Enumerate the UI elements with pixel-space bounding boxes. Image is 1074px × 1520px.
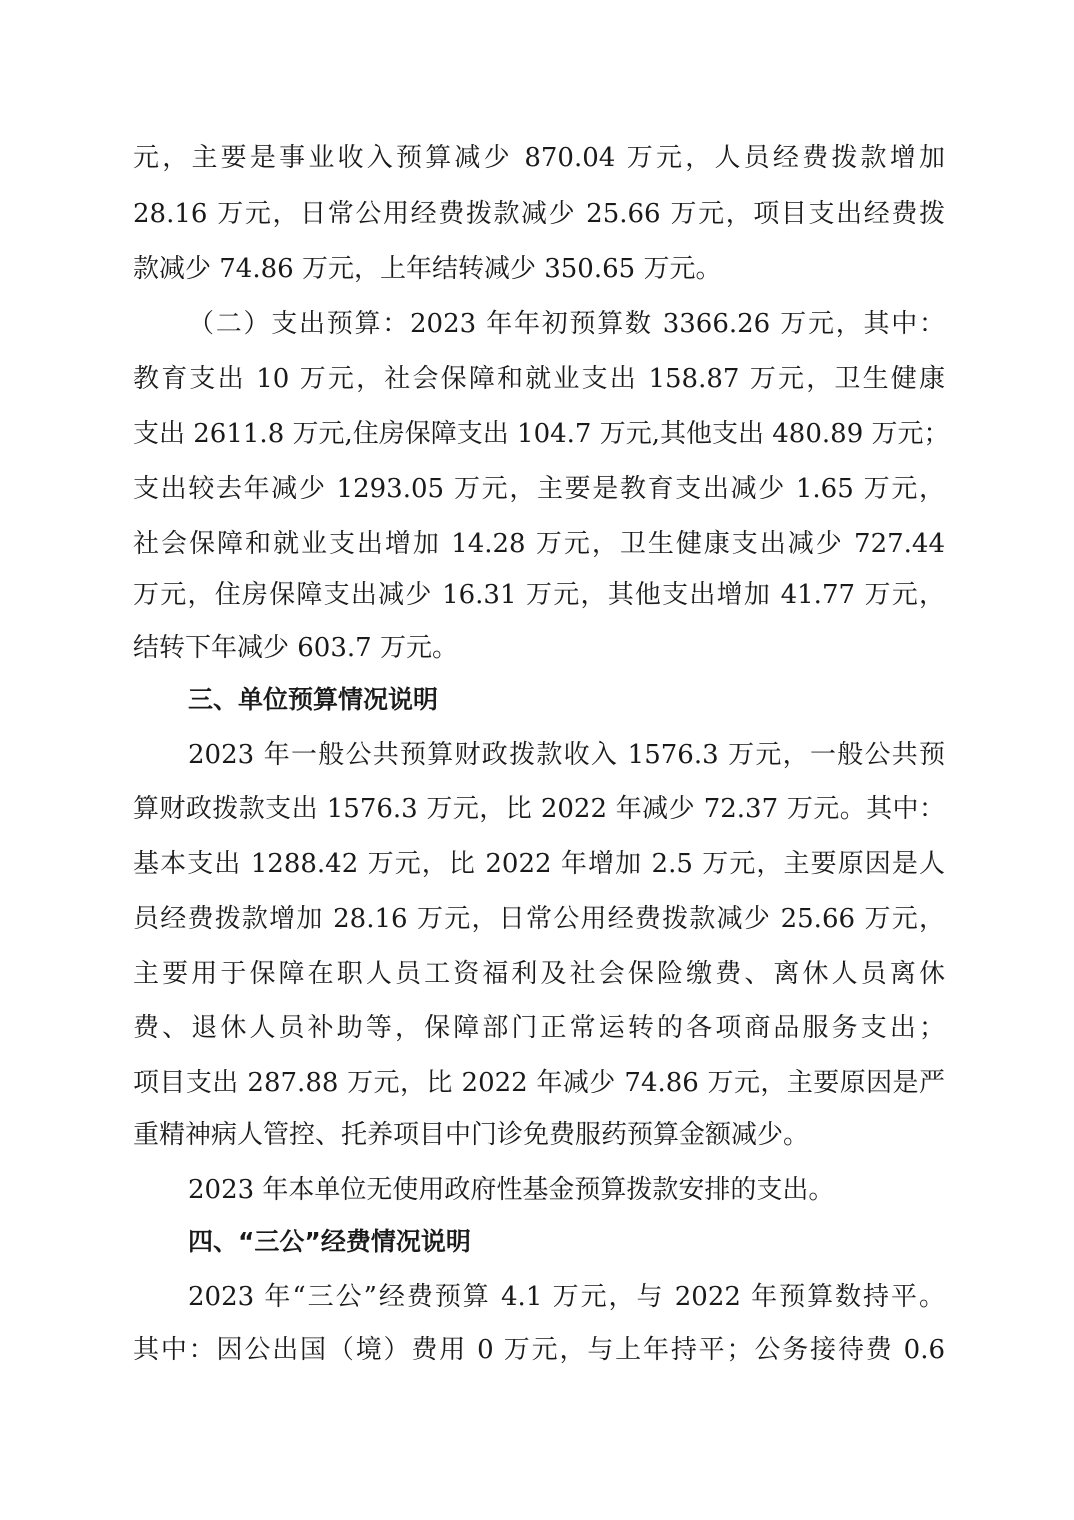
- text-line: 教育支出 10 万元，社会保障和就业支出 158.87 万元，卫生健康: [133, 364, 945, 394]
- text-line: 28.16 万元，日常公用经费拨款减少 25.66 万元，项目支出经费拨: [133, 199, 945, 229]
- text-line: 基本支出 1288.42 万元，比 2022 年增加 2.5 万元，主要原因是人: [133, 849, 945, 879]
- text-line: 支出 2611.8 万元,住房保障支出 104.7 万元,其他支出 480.89 万元；: [133, 419, 950, 449]
- text-line: 支出较去年减少 1293.05 万元，主要是教育支出减少 1.65 万元，: [133, 474, 945, 504]
- text-line: 项目支出 287.88 万元，比 2022 年减少 74.86 万元，主要原因是严: [133, 1068, 945, 1098]
- text-line: 结转下年减少 603.7 万元。: [133, 633, 458, 663]
- text-line: 2023 年“三公”经费预算 4.1 万元，与 2022 年预算数持平。: [188, 1282, 945, 1312]
- section-subheading-expenditure: （二）支出预算：2023 年年初预算数 3366.26 万元，其中：: [188, 309, 945, 339]
- text-line: 员经费拨款增加 28.16 万元，日常公用经费拨款减少 25.66 万元，: [133, 904, 945, 934]
- text-line: 费、退休人员补助等，保障部门正常运转的各项商品服务支出；: [133, 1013, 945, 1043]
- text-line: 其中：因公出国（境）费用 0 万元，与上年持平；公务接待费 0.6: [133, 1335, 945, 1365]
- text-line: 元，主要是事业收入预算减少 870.04 万元，人员经费拨款增加: [133, 143, 945, 173]
- section-heading-three-public: 四、“三公”经费情况说明: [188, 1227, 471, 1256]
- text-line: 2023 年本单位无使用政府性基金预算拨款安排的支出。: [188, 1175, 835, 1205]
- text-line: 社会保障和就业支出增加 14.28 万元，卫生健康支出减少 727.44: [133, 529, 945, 559]
- section-heading-unit-budget: 三、单位预算情况说明: [188, 685, 439, 714]
- text-line: 主要用于保障在职人员工资福利及社会保险缴费、离休人员离休: [133, 959, 945, 989]
- text-line: 重精神病人管控、托养项目中门诊免费服药预算金额减少。: [133, 1120, 810, 1150]
- text-line: 算财政拨款支出 1576.3 万元，比 2022 年减少 72.37 万元。其中：: [133, 794, 945, 824]
- text-line: 2023 年一般公共预算财政拨款收入 1576.3 万元，一般公共预: [188, 740, 945, 770]
- text-line: 款减少 74.86 万元，上年结转减少 350.65 万元。: [133, 254, 722, 284]
- text-line: 万元，住房保障支出减少 16.31 万元，其他支出增加 41.77 万元，: [133, 580, 945, 610]
